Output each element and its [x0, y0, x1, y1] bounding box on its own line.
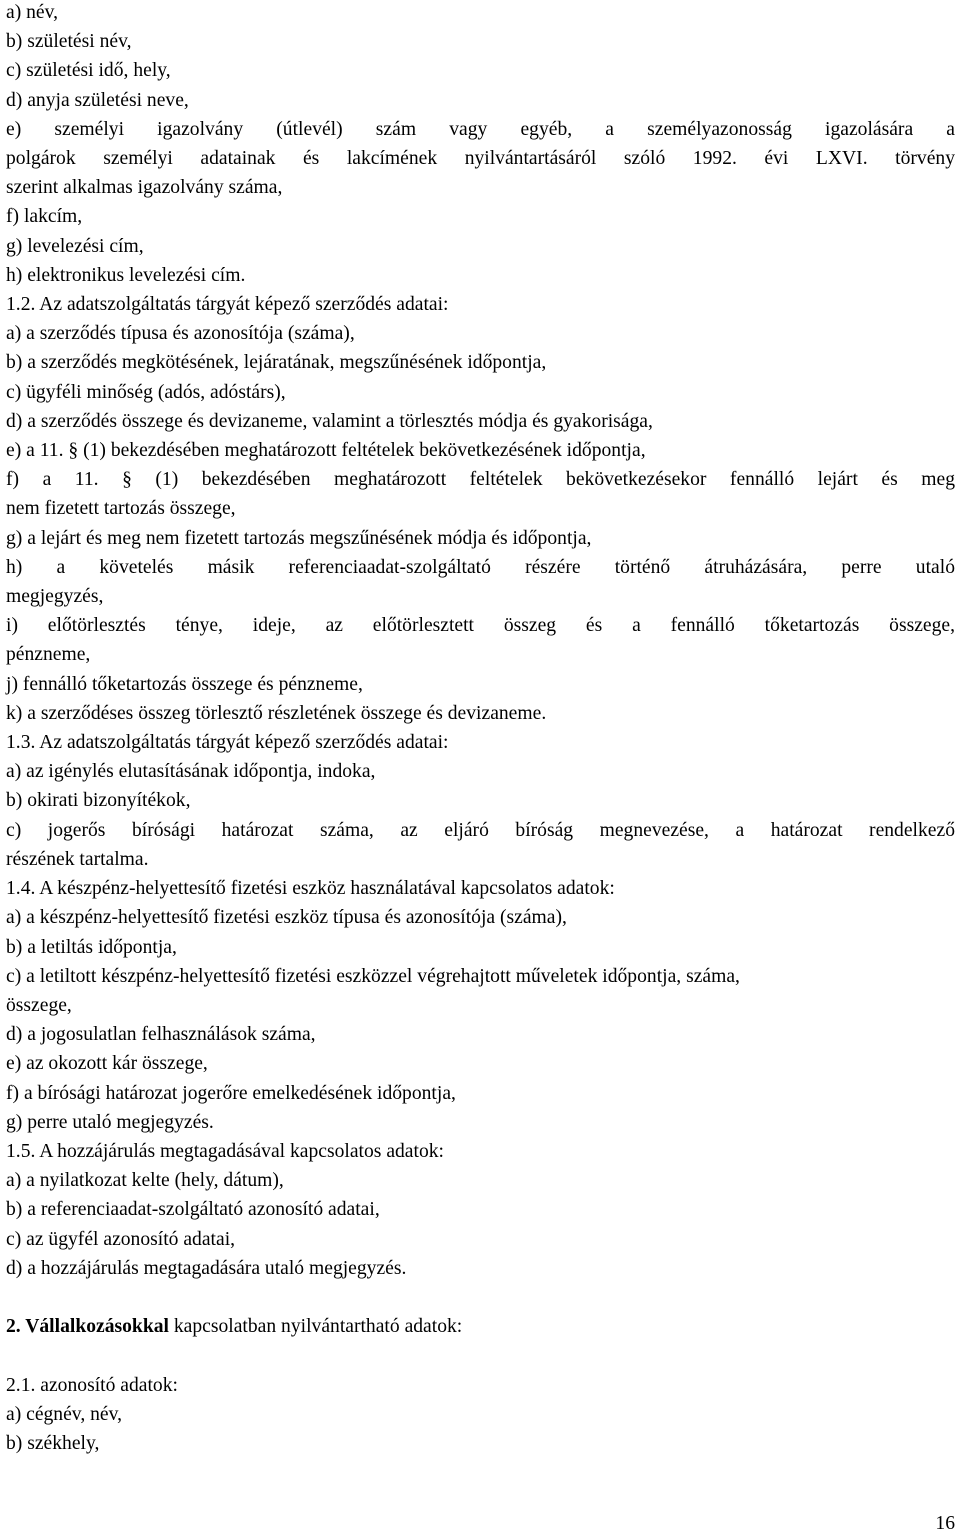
text-line: c) az ügyfél azonosító adatai, [6, 1228, 236, 1250]
text-line: d) a szerződés összege és devizaneme, valamint a törlesztés módja és gyakorisága, [6, 410, 653, 432]
text-line: d) a hozzájárulás megtagadására utaló megjegyzés. [6, 1257, 407, 1279]
text-line: f) a bírósági határozat jogerőre emelkedésének időpontja, [6, 1082, 456, 1104]
page-number: 16 [935, 1513, 955, 1534]
text-line: e) személyi igazolvány (útlevél) szám vagy egyéb, a személyazonosság igazolására a [6, 118, 955, 140]
text-line: a) a készpénz-helyettesítő fizetési eszköz típusa és azonosítója (száma), [6, 907, 567, 929]
text-line: g) perre utaló megjegyzés. [6, 1111, 214, 1133]
text-line: részének tartalma. [6, 848, 149, 870]
text-line: e) az okozott kár összege, [6, 1053, 208, 1075]
section-heading-1-4: 1.4. A készpénz-helyettesítő fizetési eszköz használatával kapcsolatos adatok: [6, 878, 615, 900]
text-line: i) előtörlesztés ténye, ideje, az előtörlesztett összeg és a fennálló tőketartozás összege, [6, 615, 955, 637]
text-line: j) fennálló tőketartozás összege és pénzneme, [6, 673, 363, 695]
text-line: g) a lejárt és meg nem fizetett tartozás megszűnésének módja és időpontja, [6, 527, 592, 549]
text-line: a) a szerződés típusa és azonosítója (száma), [6, 323, 355, 345]
text-line: a) név, [6, 2, 59, 23]
text-line: pénzneme, [6, 644, 91, 666]
text-line: b) születési név, [6, 31, 132, 53]
text-line: d) a jogosulatlan felhasználások száma, [6, 1024, 316, 1046]
text-line: b) a referenciaadat-szolgáltató azonosító adatai, [6, 1199, 380, 1221]
text-line: e) a 11. § (1) bekezdésében meghatározott feltételek bekövetkezésének időpontja, [6, 440, 646, 462]
paragraph-gap [6, 1341, 955, 1370]
text-line: b) a letiltás időpontja, [6, 936, 177, 958]
text-line: c) jogerős bírósági határozat száma, az eljáró bíróság megnevezése, a határozat rendelkező [6, 819, 955, 841]
text-line: g) levelezési cím, [6, 235, 144, 257]
text-line: megjegyzés, [6, 586, 104, 608]
text-line: a) cégnév, név, [6, 1403, 123, 1425]
text-line: c) születési idő, hely, [6, 60, 171, 82]
section-heading-1-2: 1.2. Az adatszolgáltatás tárgyát képező szerződés adatai: [6, 294, 449, 316]
text-line: h) elektronikus levelezési cím. [6, 264, 246, 286]
paragraph-gap [6, 1283, 955, 1312]
section-heading-2 [6, 1312, 955, 1341]
section-heading-1-5: 1.5. A hozzájárulás megtagadásával kapcsolatos adatok: [6, 1140, 444, 1162]
text-line: c) ügyféli minőség (adós, adóstárs), [6, 381, 286, 403]
text-line: c) a letiltott készpénz-helyettesítő fizetési eszközzel végrehajtott műveletek időpontja, száma, [6, 965, 740, 987]
text-line: a) az igénylés elutasításának időpontja, indoka, [6, 761, 376, 783]
section-heading-1-3: 1.3. Az adatszolgáltatás tárgyát képező szerződés adatai: [6, 732, 449, 754]
section-heading-2-bold: 2. Vállalkozásokkal [6, 1316, 169, 1338]
text-line: b) székhely, [6, 1432, 100, 1454]
section-heading-2-rest: kapcsolatban nyilvántartható adatok: [168, 1316, 463, 1338]
text-line: szerint alkalmas igazolvány száma, [6, 177, 283, 199]
text-line: d) anyja születési neve, [6, 89, 189, 111]
text-line: h) a követelés másik referenciaadat-szolgáltató részére történő átruházására, perre utaló [6, 556, 955, 578]
text-line: f) lakcím, [6, 206, 83, 228]
text-line: b) a szerződés megkötésének, lejáratának, megszűnésének időpontja, [6, 352, 547, 374]
text-line: f) a 11. § (1) bekezdésében meghatározott feltételek bekövetkezésekor fennálló lejárt és meg [6, 469, 955, 491]
document-body [6, 0, 955, 1458]
section-heading-2-1: 2.1. azonosító adatok: [6, 1374, 178, 1396]
text-line: összege, [6, 994, 72, 1016]
text-line: a) a nyilatkozat kelte (hely, dátum), [6, 1170, 284, 1192]
text-line: b) okirati bizonyítékok, [6, 790, 191, 812]
text-line: k) a szerződéses összeg törlesztő részletének összege és devizaneme. [6, 702, 547, 724]
text-line: nem fizetett tartozás összege, [6, 498, 236, 520]
text-line: polgárok személyi adatainak és lakcímének nyilvántartásáról szóló 1992. évi LXVI. törvény [6, 148, 955, 170]
